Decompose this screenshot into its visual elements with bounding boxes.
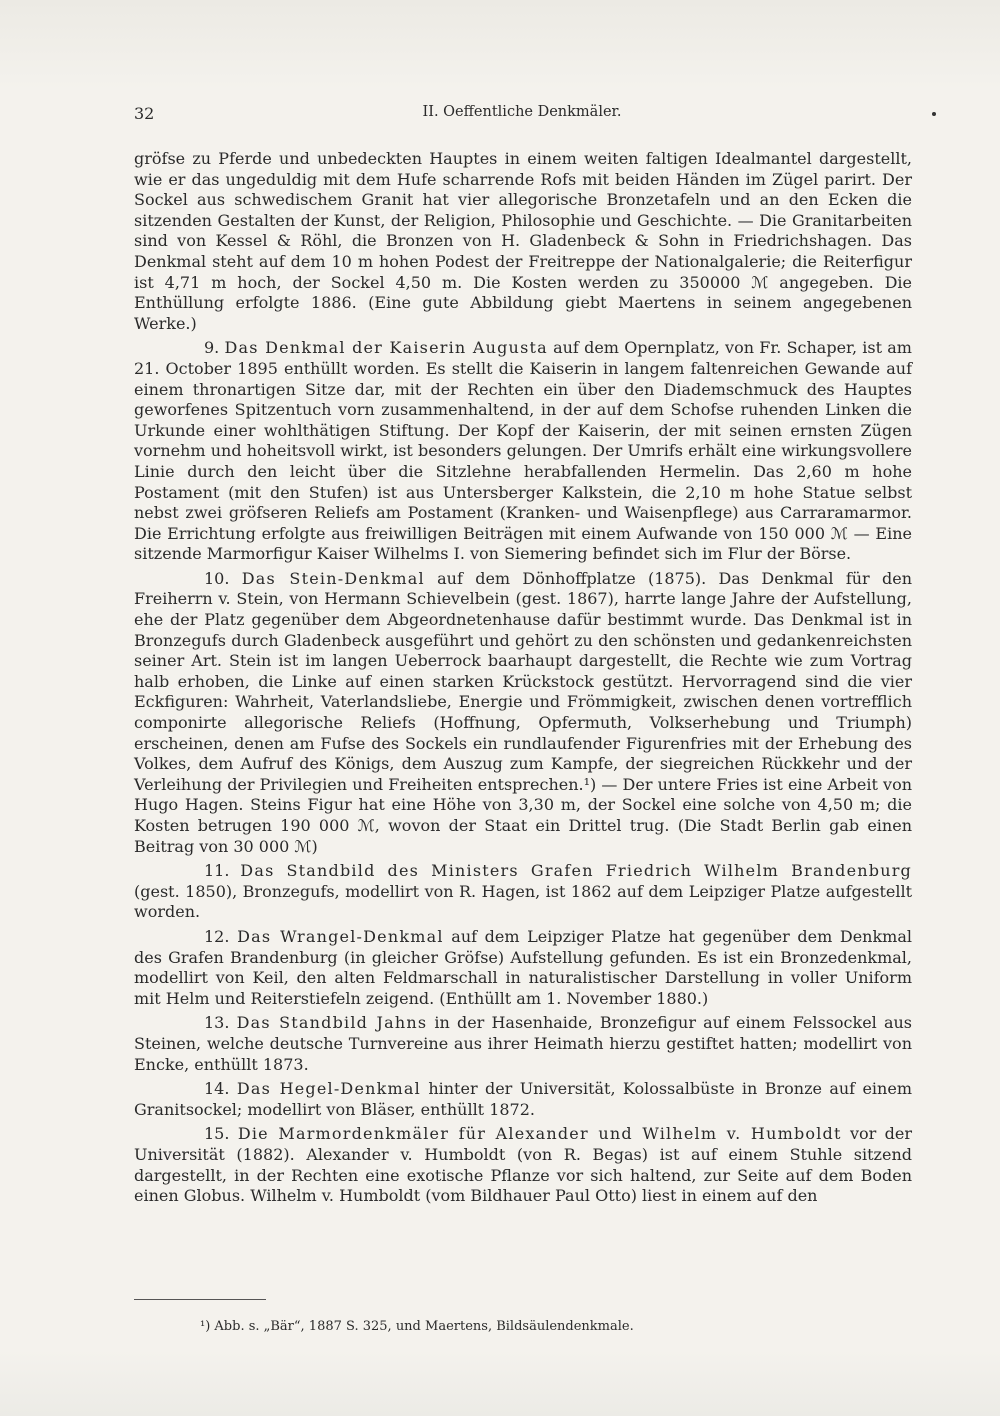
item-title: Das Standbild des Ministers Grafen Friedrich Wilhelm Brandenburg (240, 861, 912, 881)
item-number: 9. (204, 338, 220, 358)
item-title: Das Stein-Denkmal (241, 568, 425, 588)
item-number: 12. (204, 926, 230, 946)
page-header (134, 104, 910, 134)
item-text: in der Hasenhaide, Bronzefigur auf einem Felssockel aus Steinen, welche deutsche Turnvereine aus ihrer Heimath hierzu gestiftet hatten; modellirt von Encke, enthüllt 1873. (134, 1013, 913, 1074)
paragraph-9 (134, 338, 912, 565)
item-text: vor der Universität (1882). Alexander v. Humboldt (von R. Begas) ist auf einem Stuhle sitzend dargestellt, in der Rechten eine exotische Pflanze vor sich haltend, zur Seite auf dem Boden einen Globus. Wilhelm v. Humboldt (vom Bildhauer Paul Otto) liest in einem auf den (134, 1124, 912, 1206)
item-text: auf dem Leipziger Platze hat gegenüber dem Denkmal des Grafen Brandenburg (in gleicher Gröfse) Aufstellung gefunden. Es ist ein Bronzedenkmal, modellirt von Keil, den alten Feldmarschall in naturalistischer Darstellung in voller Uniform mit Helm und Reiterstiefeln zeigend. (Enthüllt am 1. November 1880.) (134, 926, 913, 1008)
item-text: (gest. 1850), Bronzegufs, modellirt von R. Hagen, ist 1862 auf dem Leipziger Platze aufgestellt worden. (134, 881, 912, 922)
speck-mark (932, 112, 936, 116)
footnote-separator (134, 1299, 266, 1300)
running-title: II. Oeffentliche Denkmäler. (422, 104, 622, 120)
body-text (134, 149, 912, 1207)
paragraph-continuation: gröfse zu Pferde und unbedeckten Hauptes in einem weiten faltigen Idealmantel dargestellt, wie er das ungeduldig mit dem Hufe scharrende Rofs mit beiden Händen im Zügel parirt. Der Sockel aus schwedischem Granit hat vier allegorische Bronzetafeln und an den Ecken die sitzenden Gestalten der Kunst, der Religion, Philosophie und Geschichte. — Die Granitarbeiten sind von Kessel & Röhl, die Bronzen von H. Gladenbeck & Sohn in Friedrichshagen. Das Denkmal steht auf dem 10 m hohen Podest der Freitreppe der Nationalgalerie; die Reiterfigur ist 4,71 m hoch, der Sockel 4,50 m. Die Kosten werden zu 350000 ℳ angegeben. Die Enthüllung erfolgte 1886. (Eine gute Abbildung giebt Maertens in seinem angegebenen Werke.) (134, 149, 912, 333)
item-text: hinter der Universität, Kolossalbüste in Bronze auf einem Granitsockel; modellirt von Bläser, enthüllt 1872. (134, 1079, 912, 1119)
paragraph-13 (134, 1013, 912, 1075)
item-title: Das Wrangel-Denkmal (237, 926, 444, 946)
item-text: auf dem Opernplatz, von Fr. Schaper, ist am 21. October 1895 enthüllt worden. Es stellt die Kaiserin in langem faltenreichen Gewande auf einem thronartigen Sitze dar, mit der Rechten ein über den Diademschmuck des Hauptes geworfenes Spitzentuch vorn zusammenhaltend, in der auf dem Schofse ruhenden Linken die Urkunde einer wohlthätigen Stiftung. Der Kopf der Kaiserin, der mit seinen ernsten Zügen vornehm und hoheitsvoll wirkt, ist besonders gelungen. Der Umrifs erhält eine wirkungsvollere Linie durch den leicht über die Sitzlehne herabfallenden Hermelin. Das 2,60 m hohe Postament (mit den Stufen) ist aus Untersberger Kalkstein, die 2,10 m hohe Statue selbst nebst zwei gröfseren Reliefs am Postament (Kranken- und Waisenpflege) aus Carraramarmor. Die Errichtung erfolgte aus freiwilligen Beiträgen mit einem Aufwande von 150 000 ℳ — Eine sitzende Marmorfigur Kaiser Wilhelms I. von Siemering befindet sich im Flur der Börse. (134, 338, 912, 564)
item-title: Das Standbild Jahns (236, 1013, 428, 1033)
item-title: Das Denkmal der Kaiserin Augusta (224, 338, 548, 358)
item-text: auf dem Dönhoffplatze (1875). Das Denkmal für den Freiherrn v. Stein, von Hermann Schievelbein (gest. 1867), harrte lange Jahre der Aufstellung, ehe der Platz gegenüber dem Abgeordnetenhause dafür bestimmt wurde. Das Denkmal ist in Bronzegufs durch Gladenbeck ausgeführt und gehört zu den schönsten und gedankenreichsten seiner Art. Stein ist im langen Ueberrock baarhaupt dargestellt, die Rechte wie zum Vortrag halb erhoben, die Linke auf einen starken Krückstock gestützt. Hervorragend sind die vier Eckfiguren: Wahrheit, Vaterlandsliebe, Energie und Frömmigkeit, zwischen denen vortrefflich componirte allegorische Reliefs (Hoffnung, Opfermuth, Volkserhebung und Triumph) erscheinen, denen am Fufse des Sockels ein rundlaufender Figurenfries mit der Erhebung des Volkes, dem Aufruf des Königs, dem Auszug zum Kampfe, der siegreichen Rückkehr und der Verleihung der Privilegien und Freiheiten entsprechen.¹) — Der untere Fries ist eine Arbeit von Hugo Hagen. Steins Figur hat eine Höhe von 3,30 m, der Sockel eine solche von 4,50 m; die Kosten betrugen 190 000 ℳ, wovon der Staat ein Drittel trug. (Die Stadt Berlin gab einen Beitrag von 30 000 ℳ) (134, 568, 912, 856)
footnote: ¹) Abb. s. „Bär“, 1887 S. 325, und Maertens, Bildsäulendenkmale. (200, 1319, 634, 1334)
item-number: 11. (204, 861, 230, 881)
page-number: 32 (134, 104, 155, 123)
item-number: 15. (204, 1124, 230, 1144)
item-number: 10. (204, 568, 230, 588)
item-title: Die Marmordenkmäler für Alexander und Wilhelm v. Humboldt (237, 1124, 842, 1144)
item-number: 14. (204, 1079, 230, 1099)
item-number: 13. (204, 1013, 230, 1033)
paragraph-11 (134, 861, 912, 923)
paragraph-14 (134, 1079, 912, 1120)
paragraph-10 (134, 569, 912, 857)
item-title: Das Hegel-Denkmal (236, 1079, 421, 1099)
paragraph-12 (134, 927, 912, 1009)
paragraph-15 (134, 1124, 912, 1206)
